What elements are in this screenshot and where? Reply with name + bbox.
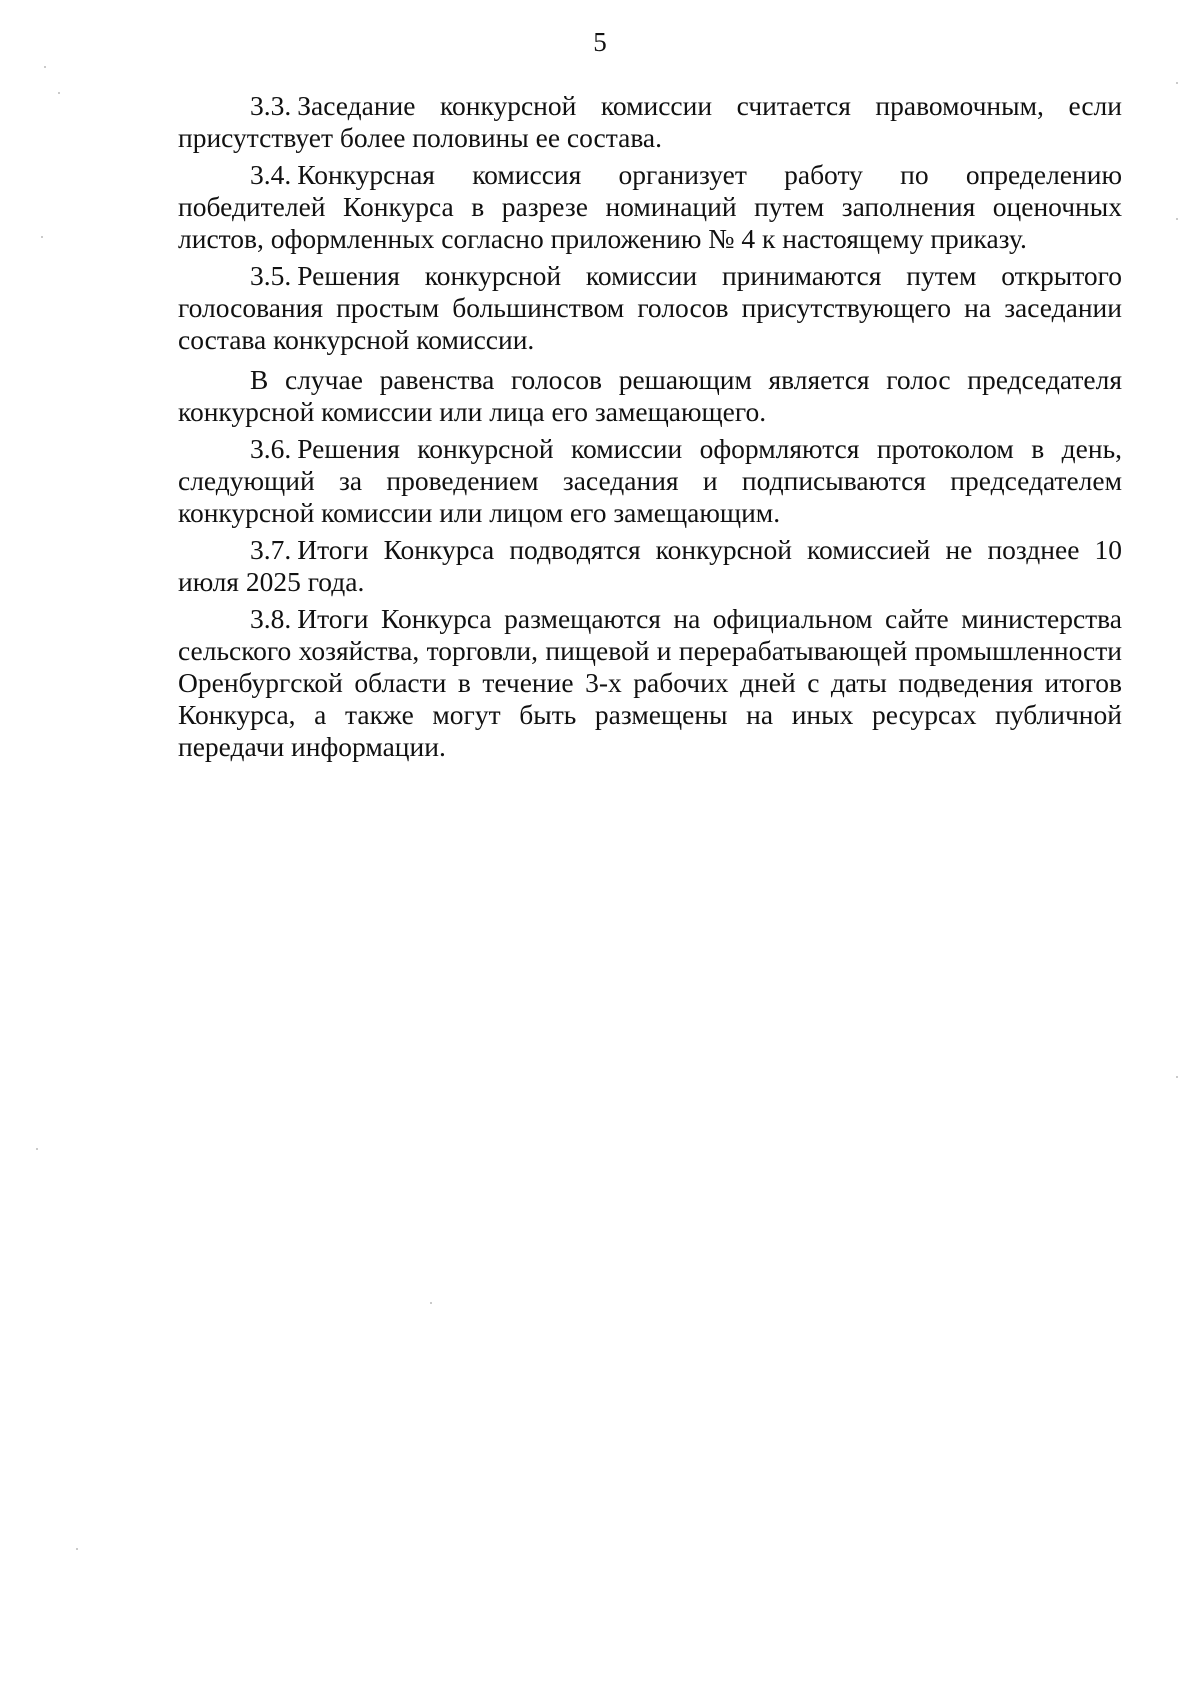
paragraph-number: 3.3.: [250, 90, 292, 121]
paragraph-number: 3.8.: [250, 603, 292, 634]
paragraph-3-5: [178, 260, 1122, 356]
paragraph-3-3: [178, 90, 1122, 154]
paragraph-3-8: [178, 603, 1122, 763]
paragraph-text: Итоги Конкурса размещаются на официальном сайте министерства сельского хозяйства, торговли, пищевой и перерабатывающей промышленности Оренбургской области в течение 3-х рабочих дней с даты подведения итогов Конкурса, а также могут быть размещены на иных ресурсах публичной передачи информации.: [178, 603, 1122, 762]
paragraph-number: 3.7.: [250, 534, 292, 565]
paragraph-text: В случае равенства голосов решающим является голос председателя конкурсной комиссии или лица его замещающего.: [178, 364, 1122, 427]
paragraph-text: Итоги Конкурса подводятся конкурсной комиссией не позднее 10 июля 2025 года.: [178, 534, 1122, 597]
paragraph-text: Конкурсная комиссия организует работу по определению победителей Конкурса в разрезе номинаций путем заполнения оценочных листов, оформленных согласно приложению № 4 к настоящему приказу.: [178, 159, 1122, 254]
scan-speck: [41, 236, 43, 238]
paragraph-number: 3.6.: [250, 433, 292, 464]
scan-speck: [430, 1302, 432, 1304]
paragraph-3-4: [178, 159, 1122, 255]
scan-speck: [36, 1148, 38, 1150]
paragraph-3-7: [178, 534, 1122, 598]
paragraph-3-6: [178, 433, 1122, 529]
paragraph-number: 3.4.: [250, 159, 292, 190]
paragraph-tie-vote: [178, 364, 1122, 428]
scan-speck: [44, 66, 46, 68]
paragraph-number: 3.5.: [250, 260, 292, 291]
page-number: 5: [593, 27, 607, 57]
paragraph-text: Решения конкурсной комиссии принимаются путем открытого голосования простым большинством голосов присутствующего на заседании состава конкурсной комиссии.: [178, 260, 1122, 355]
scan-speck: [58, 92, 60, 94]
paragraph-text: Заседание конкурсной комиссии считается правомочным, если присутствует более половины ее состава.: [178, 90, 1122, 153]
scan-speck: [76, 1548, 78, 1550]
scan-speck: [1176, 218, 1178, 220]
paragraph-text: Решения конкурсной комиссии оформляются протоколом в день, следующий за проведением заседания и подписываются председателем конкурсной комиссии или лицом его замещающим.: [178, 433, 1122, 528]
document-body: [178, 90, 1122, 768]
scan-speck: [1176, 1076, 1178, 1078]
scan-speck: [1176, 82, 1178, 84]
